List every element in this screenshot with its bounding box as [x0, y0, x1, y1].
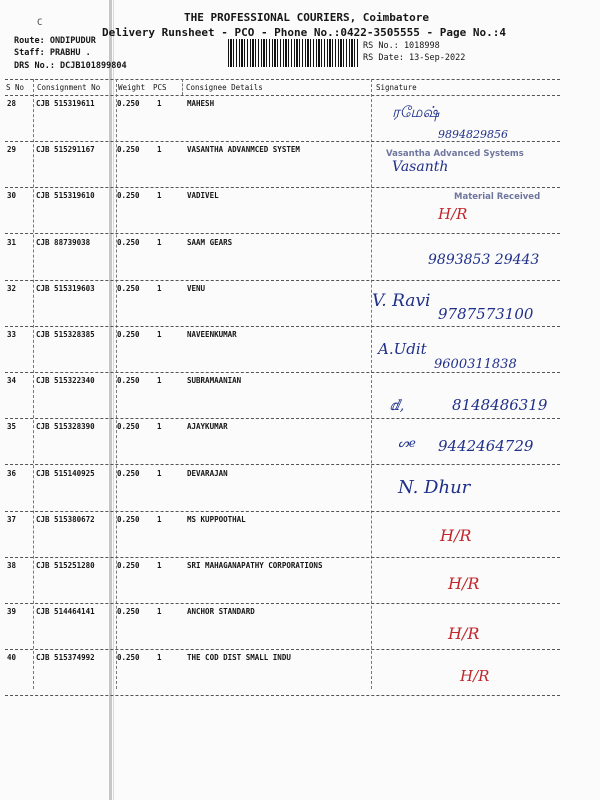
mark-39: H/R — [448, 624, 480, 643]
row-consignment-no: CJB 88739038 — [36, 237, 91, 247]
row-consignment-no: CJB 515374992 — [36, 653, 95, 663]
row-consignment-no: CJB 515319610 — [36, 191, 95, 201]
row-consignee: MAHESH — [187, 99, 215, 108]
phone-34: 8148486319 — [452, 396, 548, 414]
row-consignee: ANCHOR STANDARD — [187, 607, 255, 617]
pen-mark: Ϲ — [37, 18, 43, 28]
scan-artifact-line — [109, 0, 112, 800]
row-divider — [5, 233, 560, 234]
runsheet-subtitle: Delivery Runsheet - PCO - Phone No.:0422-3505555 - Page No.:4 — [102, 26, 506, 39]
row-divider — [5, 418, 560, 419]
row-consignee: DEVARAJAN — [187, 468, 228, 478]
row-consignee: NAVEENKUMAR — [187, 330, 237, 339]
row-weight: 0.250 — [117, 561, 140, 570]
row-divider — [5, 603, 560, 604]
row-pcs: 1 — [157, 468, 162, 478]
row-pcs: 1 — [157, 376, 162, 386]
row-consignment-no: CJB 515251280 — [36, 561, 95, 570]
signature-32: V. Ravi — [372, 291, 431, 311]
drs-number: DRS No.: DCJB101899804 — [14, 61, 127, 71]
row-divider — [5, 464, 560, 465]
row-weight: 0.250 — [117, 191, 140, 201]
row-divider — [5, 649, 560, 650]
signature-29: Vasanth — [392, 159, 449, 175]
row-divider — [5, 511, 560, 512]
row-sno: 34 — [7, 376, 17, 386]
phone-35: 9442464729 — [438, 437, 534, 455]
row-sno: 28 — [7, 99, 17, 108]
row-divider — [5, 187, 560, 188]
signature-36: N. Dhur — [398, 477, 471, 498]
row-pcs: 1 — [157, 514, 162, 524]
row-consignee: SRI MAHAGANAPATHY CORPORATIONS — [187, 561, 323, 570]
column-divider — [33, 79, 34, 689]
phone-32: 9787573100 — [438, 305, 534, 323]
table-rule — [5, 79, 560, 80]
row-consignee: SUBRAMAANIAN — [187, 376, 242, 386]
row-divider — [5, 695, 560, 696]
column-divider — [182, 79, 183, 95]
row-pcs: 1 — [157, 237, 162, 247]
row-consignee: VASANTHA ADVANMCED SYSTEM — [187, 145, 300, 155]
row-consignment-no: CJB 515140925 — [36, 468, 95, 478]
col-header-sno: S No — [6, 83, 25, 92]
row-consignee: VADIVEL — [187, 191, 219, 201]
row-sno: 39 — [7, 607, 17, 617]
row-sno: 32 — [7, 283, 17, 293]
phone-33: 9600311838 — [434, 357, 517, 372]
row-pcs: 1 — [157, 145, 162, 155]
row-consignee: MS KUPPOOTHAL — [187, 514, 246, 524]
signature-35: ᔕe — [398, 436, 416, 450]
row-sno: 37 — [7, 514, 17, 524]
row-pcs: 1 — [157, 607, 162, 617]
col-header-consignment: Consignment No — [37, 83, 101, 92]
row-divider — [5, 141, 560, 142]
row-pcs: 1 — [157, 330, 162, 339]
row-pcs: 1 — [157, 99, 162, 108]
stamp-30: Material Received — [454, 192, 541, 202]
table-rule — [5, 95, 560, 96]
row-sno: 38 — [7, 561, 17, 570]
col-header-consignee: Consignee Details — [186, 83, 263, 92]
row-consignment-no: CJB 515291167 — [36, 145, 95, 155]
col-header-weight: Weight — [118, 83, 146, 92]
mark-37: H/R — [440, 526, 472, 545]
row-weight: 0.250 — [117, 607, 140, 617]
row-divider — [5, 280, 560, 281]
row-pcs: 1 — [157, 422, 162, 432]
row-consignment-no: CJB 515319611 — [36, 99, 95, 108]
row-consignment-no: CJB 515380672 — [36, 514, 95, 524]
row-consignee: SAAM GEARS — [187, 237, 233, 247]
row-pcs: 1 — [157, 191, 162, 201]
row-consignment-no: CJB 514464141 — [36, 607, 95, 617]
row-weight: 0.250 — [117, 330, 140, 339]
scan-artifact-line — [113, 0, 114, 800]
row-weight: 0.250 — [117, 468, 140, 478]
phone-28: 9894829856 — [438, 128, 508, 141]
col-header-pcs: PCS — [153, 83, 167, 92]
row-sno: 36 — [7, 468, 17, 478]
row-weight: 0.250 — [117, 145, 140, 155]
row-pcs: 1 — [157, 561, 162, 570]
row-consignee: AJAYKUMAR — [187, 422, 228, 432]
row-consignment-no: CJB 515328390 — [36, 422, 95, 432]
row-weight: 0.250 — [117, 237, 140, 247]
row-pcs: 1 — [157, 283, 162, 293]
row-divider — [5, 372, 560, 373]
signature-33: A.Udit — [378, 340, 427, 358]
row-consignee: VENU — [187, 283, 206, 293]
row-weight: 0.250 — [117, 422, 140, 432]
row-sno: 40 — [7, 653, 17, 663]
row-divider — [5, 326, 560, 327]
col-header-signature: Signature — [376, 83, 417, 92]
rs-number: RS No.: 1018998 — [363, 41, 440, 51]
row-sno: 31 — [7, 237, 17, 247]
rs-date: RS Date: 13-Sep-2022 — [363, 53, 466, 63]
row-sno: 29 — [7, 145, 17, 155]
signature-28: ரமேஷ் — [392, 103, 440, 121]
mark-40: H/R — [460, 667, 490, 685]
row-sno: 33 — [7, 330, 17, 339]
mark-38: H/R — [448, 574, 480, 593]
row-divider — [5, 557, 560, 558]
row-consignment-no: CJB 515328385 — [36, 330, 95, 339]
staff-label: Staff: PRABHU . — [14, 48, 91, 58]
phone-31: 9893853 29443 — [428, 252, 540, 268]
signature-34: ⅆ, — [390, 398, 405, 414]
row-weight: 0.250 — [117, 376, 140, 386]
row-consignment-no: CJB 515319603 — [36, 283, 95, 293]
row-weight: 0.250 — [117, 514, 140, 524]
mark-30: H/R — [438, 205, 468, 223]
row-weight: 0.250 — [117, 99, 140, 108]
row-weight: 0.250 — [117, 283, 140, 293]
row-consignee: THE COD DIST SMALL INDU — [187, 653, 291, 663]
row-pcs: 1 — [157, 653, 162, 663]
stamp-29: Vasantha Advanced Systems — [386, 149, 524, 159]
company-title: THE PROFESSIONAL COURIERS, Coimbatore — [184, 11, 430, 24]
row-consignment-no: CJB 515322340 — [36, 376, 95, 386]
row-sno: 35 — [7, 422, 17, 432]
barcode — [228, 39, 358, 67]
column-divider — [371, 79, 372, 689]
row-weight: 0.250 — [117, 653, 140, 663]
route-label: Route: ONDIPUDUR — [14, 36, 96, 46]
row-sno: 30 — [7, 191, 17, 201]
